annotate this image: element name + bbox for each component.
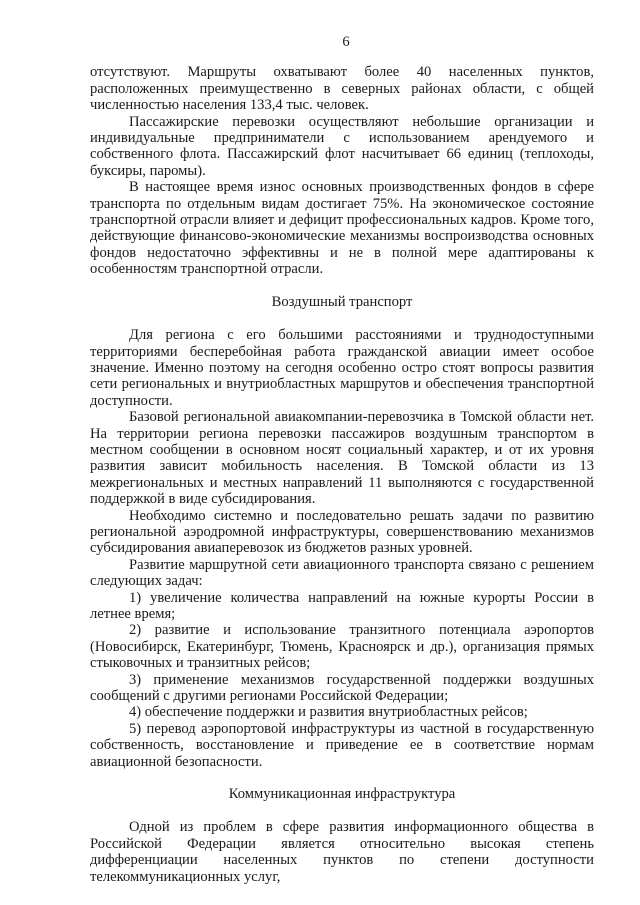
paragraph-fund-wear: В настоящее время износ основных производственных фондов в сфере транспорта по отдельным видам достигает 75%. На экономическое состояние транспортной отрасли влияет и дефицит профессиональных кадров. Кроме того, действующие финансово-экономические механизмы воспроизводства основных фондов недостаточно эффективны и не в полной мере адаптированы к особенностям транспортной отрасли. xyxy=(90,179,594,278)
list-item-task-3: 3) применение механизмов государственной поддержки воздушных сообщений с другими регионами Российской Федерации; xyxy=(90,671,594,705)
list-item-task-4: 4) обеспечение поддержки и развития внутриобластных рейсов; xyxy=(129,704,528,721)
paragraph-aviation-importance: Для региона с его большими расстояниями и труднодоступными территориями бесперебойная работа гражданской авиации имеет особое значение. Именно поэтому на сегодня особенно остро стоят вопросы развития сети региональных и внутриобластных маршрутов и обеспечения транспортной доступности. xyxy=(90,327,594,409)
paragraph-regional-airline: Базовой региональной авиакомпании-перевозчика в Томской области нет. На территории региона перевозки пассажиров воздушным транспортом в местном сообщении в основном носят социальный характер, и от их уровня развития зависит мобильность населения. В Томской области из 13 межрегиональных и местных направлений 11 выполняются с государственной поддержкой в виде субсидирования. xyxy=(90,409,594,508)
list-item-task-2: 2) развитие и использование транзитного потенциала аэропортов (Новосибирск, Екатеринбург, Тюмень, Красноярск и др.), организация прямых стыковочных и транзитных рейсов; xyxy=(90,622,594,672)
page-number: 6 xyxy=(342,34,350,50)
paragraph-route-network-tasks: Развитие маршрутной сети авиационного транспорта связано с решением следующих задач: xyxy=(90,556,594,590)
document-page xyxy=(90,34,594,885)
section-title-communication-infrastructure: Коммуникационная инфраструктура xyxy=(228,786,456,803)
list-item-task-1: 1) увеличение количества направлений на южные курорты России в летнее время; xyxy=(90,589,594,622)
paragraph-information-society: Одной из проблем в сфере развития информационного общества в Российской Федерации является относительно высокая степень дифференциации населенных пунктов по степени доступности телекоммуникационных услуг, xyxy=(90,819,594,885)
paragraph-river-routes: отсутствуют. Маршруты охватывают более 40 населенных пунктов, расположенных преимущественно в северных районах области, с общей численностью населения 133,4 тыс. человек. xyxy=(90,64,594,114)
paragraph-passenger-transport: Пассажирские перевозки осуществляют небольшие организации и индивидуальные предприниматели с использованием арендуемого и собственного флота. Пассажирский флот насчитывает 66 единиц (теплоходы, буксиры, паромы). xyxy=(90,113,594,179)
list-item-task-5: 5) перевод аэропортовой инфраструктуры из частной в государственную собственность, восстановление и приведение ее в соответствие нормам авиационной безопасности. xyxy=(90,720,594,770)
paragraph-airfield-infrastructure: Необходимо системно и последовательно решать задачи по развитию региональной аэродромной инфраструктуры, совершенствованию механизмов субсидирования авиаперевозок из бюджетов разных уровней. xyxy=(90,507,594,557)
section-title-air-transport: Воздушный транспорт xyxy=(271,293,413,310)
